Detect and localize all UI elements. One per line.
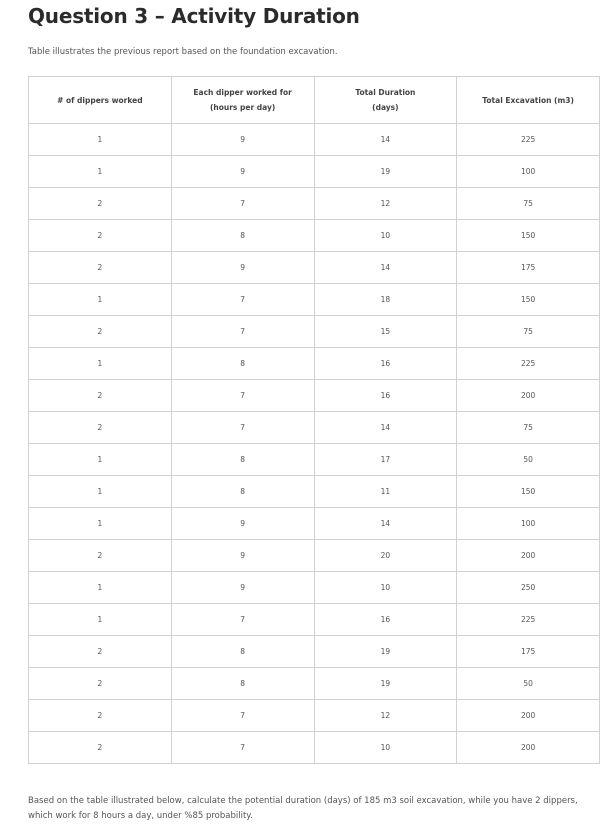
cell-dippers: 2	[29, 316, 172, 348]
cell-excavation: 225	[457, 124, 600, 156]
cell-hours: 9	[171, 540, 314, 572]
cell-excavation: 75	[457, 412, 600, 444]
cell-dippers: 2	[29, 700, 172, 732]
cell-duration: 12	[314, 700, 457, 732]
table-row	[29, 124, 600, 156]
cell-dippers: 2	[29, 252, 172, 284]
cell-dippers: 1	[29, 604, 172, 636]
header-line: (days)	[372, 103, 399, 112]
cell-excavation: 200	[457, 540, 600, 572]
table-row	[29, 316, 600, 348]
cell-dippers: 1	[29, 444, 172, 476]
cell-duration: 16	[314, 604, 457, 636]
cell-hours: 7	[171, 284, 314, 316]
cell-duration: 16	[314, 348, 457, 380]
cell-excavation: 250	[457, 572, 600, 604]
cell-excavation: 175	[457, 636, 600, 668]
cell-dippers: 1	[29, 124, 172, 156]
header-hours	[171, 77, 314, 124]
cell-duration: 10	[314, 220, 457, 252]
table-row	[29, 220, 600, 252]
table-row	[29, 508, 600, 540]
header-line: Total Duration	[355, 88, 416, 97]
table-row	[29, 412, 600, 444]
intro-text: Table illustrates the previous report based on the foundation excavation.	[28, 47, 338, 57]
cell-hours: 7	[171, 700, 314, 732]
cell-duration: 10	[314, 572, 457, 604]
cell-duration: 18	[314, 284, 457, 316]
cell-duration: 14	[314, 252, 457, 284]
cell-hours: 8	[171, 220, 314, 252]
cell-duration: 19	[314, 636, 457, 668]
cell-duration: 14	[314, 124, 457, 156]
table-row	[29, 732, 600, 764]
page-title: Question 3 – Activity Duration	[28, 4, 360, 28]
cell-hours: 7	[171, 604, 314, 636]
cell-excavation: 150	[457, 476, 600, 508]
cell-hours: 7	[171, 316, 314, 348]
cell-hours: 9	[171, 156, 314, 188]
cell-dippers: 1	[29, 284, 172, 316]
cell-excavation: 75	[457, 316, 600, 348]
table-body	[29, 124, 600, 764]
table-header-row	[29, 77, 600, 124]
cell-hours: 8	[171, 636, 314, 668]
table-row	[29, 444, 600, 476]
cell-duration: 19	[314, 156, 457, 188]
table-row	[29, 636, 600, 668]
table-row	[29, 668, 600, 700]
cell-excavation: 50	[457, 668, 600, 700]
cell-excavation: 150	[457, 284, 600, 316]
cell-dippers: 2	[29, 636, 172, 668]
cell-dippers: 1	[29, 572, 172, 604]
cell-dippers: 2	[29, 380, 172, 412]
question-text: Based on the table illustrated below, calculate the potential duration (days) of 185 m3 soil excavation, while you have 2 dippers, which work for 8 hours a day, under %85 probability.	[28, 796, 578, 821]
cell-dippers: 1	[29, 476, 172, 508]
header-duration	[314, 77, 457, 124]
table-row	[29, 540, 600, 572]
cell-dippers: 2	[29, 668, 172, 700]
cell-dippers: 1	[29, 156, 172, 188]
cell-hours: 9	[171, 252, 314, 284]
table-row	[29, 284, 600, 316]
cell-excavation: 75	[457, 188, 600, 220]
cell-excavation: 200	[457, 700, 600, 732]
header-excavation	[457, 77, 600, 124]
cell-duration: 12	[314, 188, 457, 220]
cell-dippers: 2	[29, 220, 172, 252]
cell-hours: 7	[171, 380, 314, 412]
cell-excavation: 175	[457, 252, 600, 284]
cell-duration: 10	[314, 732, 457, 764]
cell-hours: 9	[171, 508, 314, 540]
cell-excavation: 200	[457, 380, 600, 412]
table-row	[29, 380, 600, 412]
cell-hours: 8	[171, 668, 314, 700]
header-line: (hours per day)	[209, 103, 276, 112]
cell-excavation: 50	[457, 444, 600, 476]
cell-duration: 11	[314, 476, 457, 508]
header-dippers	[29, 77, 172, 124]
cell-dippers: 2	[29, 188, 172, 220]
cell-hours: 8	[171, 348, 314, 380]
cell-hours: 8	[171, 476, 314, 508]
cell-hours: 9	[171, 572, 314, 604]
table-row	[29, 252, 600, 284]
cell-hours: 7	[171, 412, 314, 444]
cell-duration: 20	[314, 540, 457, 572]
cell-excavation: 225	[457, 348, 600, 380]
table-row	[29, 700, 600, 732]
cell-dippers: 1	[29, 508, 172, 540]
cell-duration: 19	[314, 668, 457, 700]
header-line: Each dipper worked for	[193, 88, 292, 97]
cell-duration: 14	[314, 412, 457, 444]
cell-hours: 8	[171, 444, 314, 476]
table-row	[29, 348, 600, 380]
cell-duration: 15	[314, 316, 457, 348]
cell-dippers: 2	[29, 412, 172, 444]
cell-hours: 9	[171, 124, 314, 156]
cell-duration: 17	[314, 444, 457, 476]
cell-dippers: 2	[29, 732, 172, 764]
cell-duration: 14	[314, 508, 457, 540]
cell-excavation: 200	[457, 732, 600, 764]
cell-hours: 7	[171, 188, 314, 220]
cell-dippers: 1	[29, 348, 172, 380]
table-row	[29, 604, 600, 636]
cell-excavation: 100	[457, 508, 600, 540]
cell-excavation: 150	[457, 220, 600, 252]
table-row	[29, 476, 600, 508]
table-row	[29, 572, 600, 604]
cell-duration: 16	[314, 380, 457, 412]
cell-hours: 7	[171, 732, 314, 764]
cell-excavation: 100	[457, 156, 600, 188]
header-line: Total Excavation (m3)	[482, 95, 574, 105]
excavation-table	[28, 76, 600, 764]
cell-dippers: 2	[29, 540, 172, 572]
cell-excavation: 225	[457, 604, 600, 636]
table-row	[29, 156, 600, 188]
table-row	[29, 188, 600, 220]
header-line: # of dippers worked	[57, 95, 143, 105]
